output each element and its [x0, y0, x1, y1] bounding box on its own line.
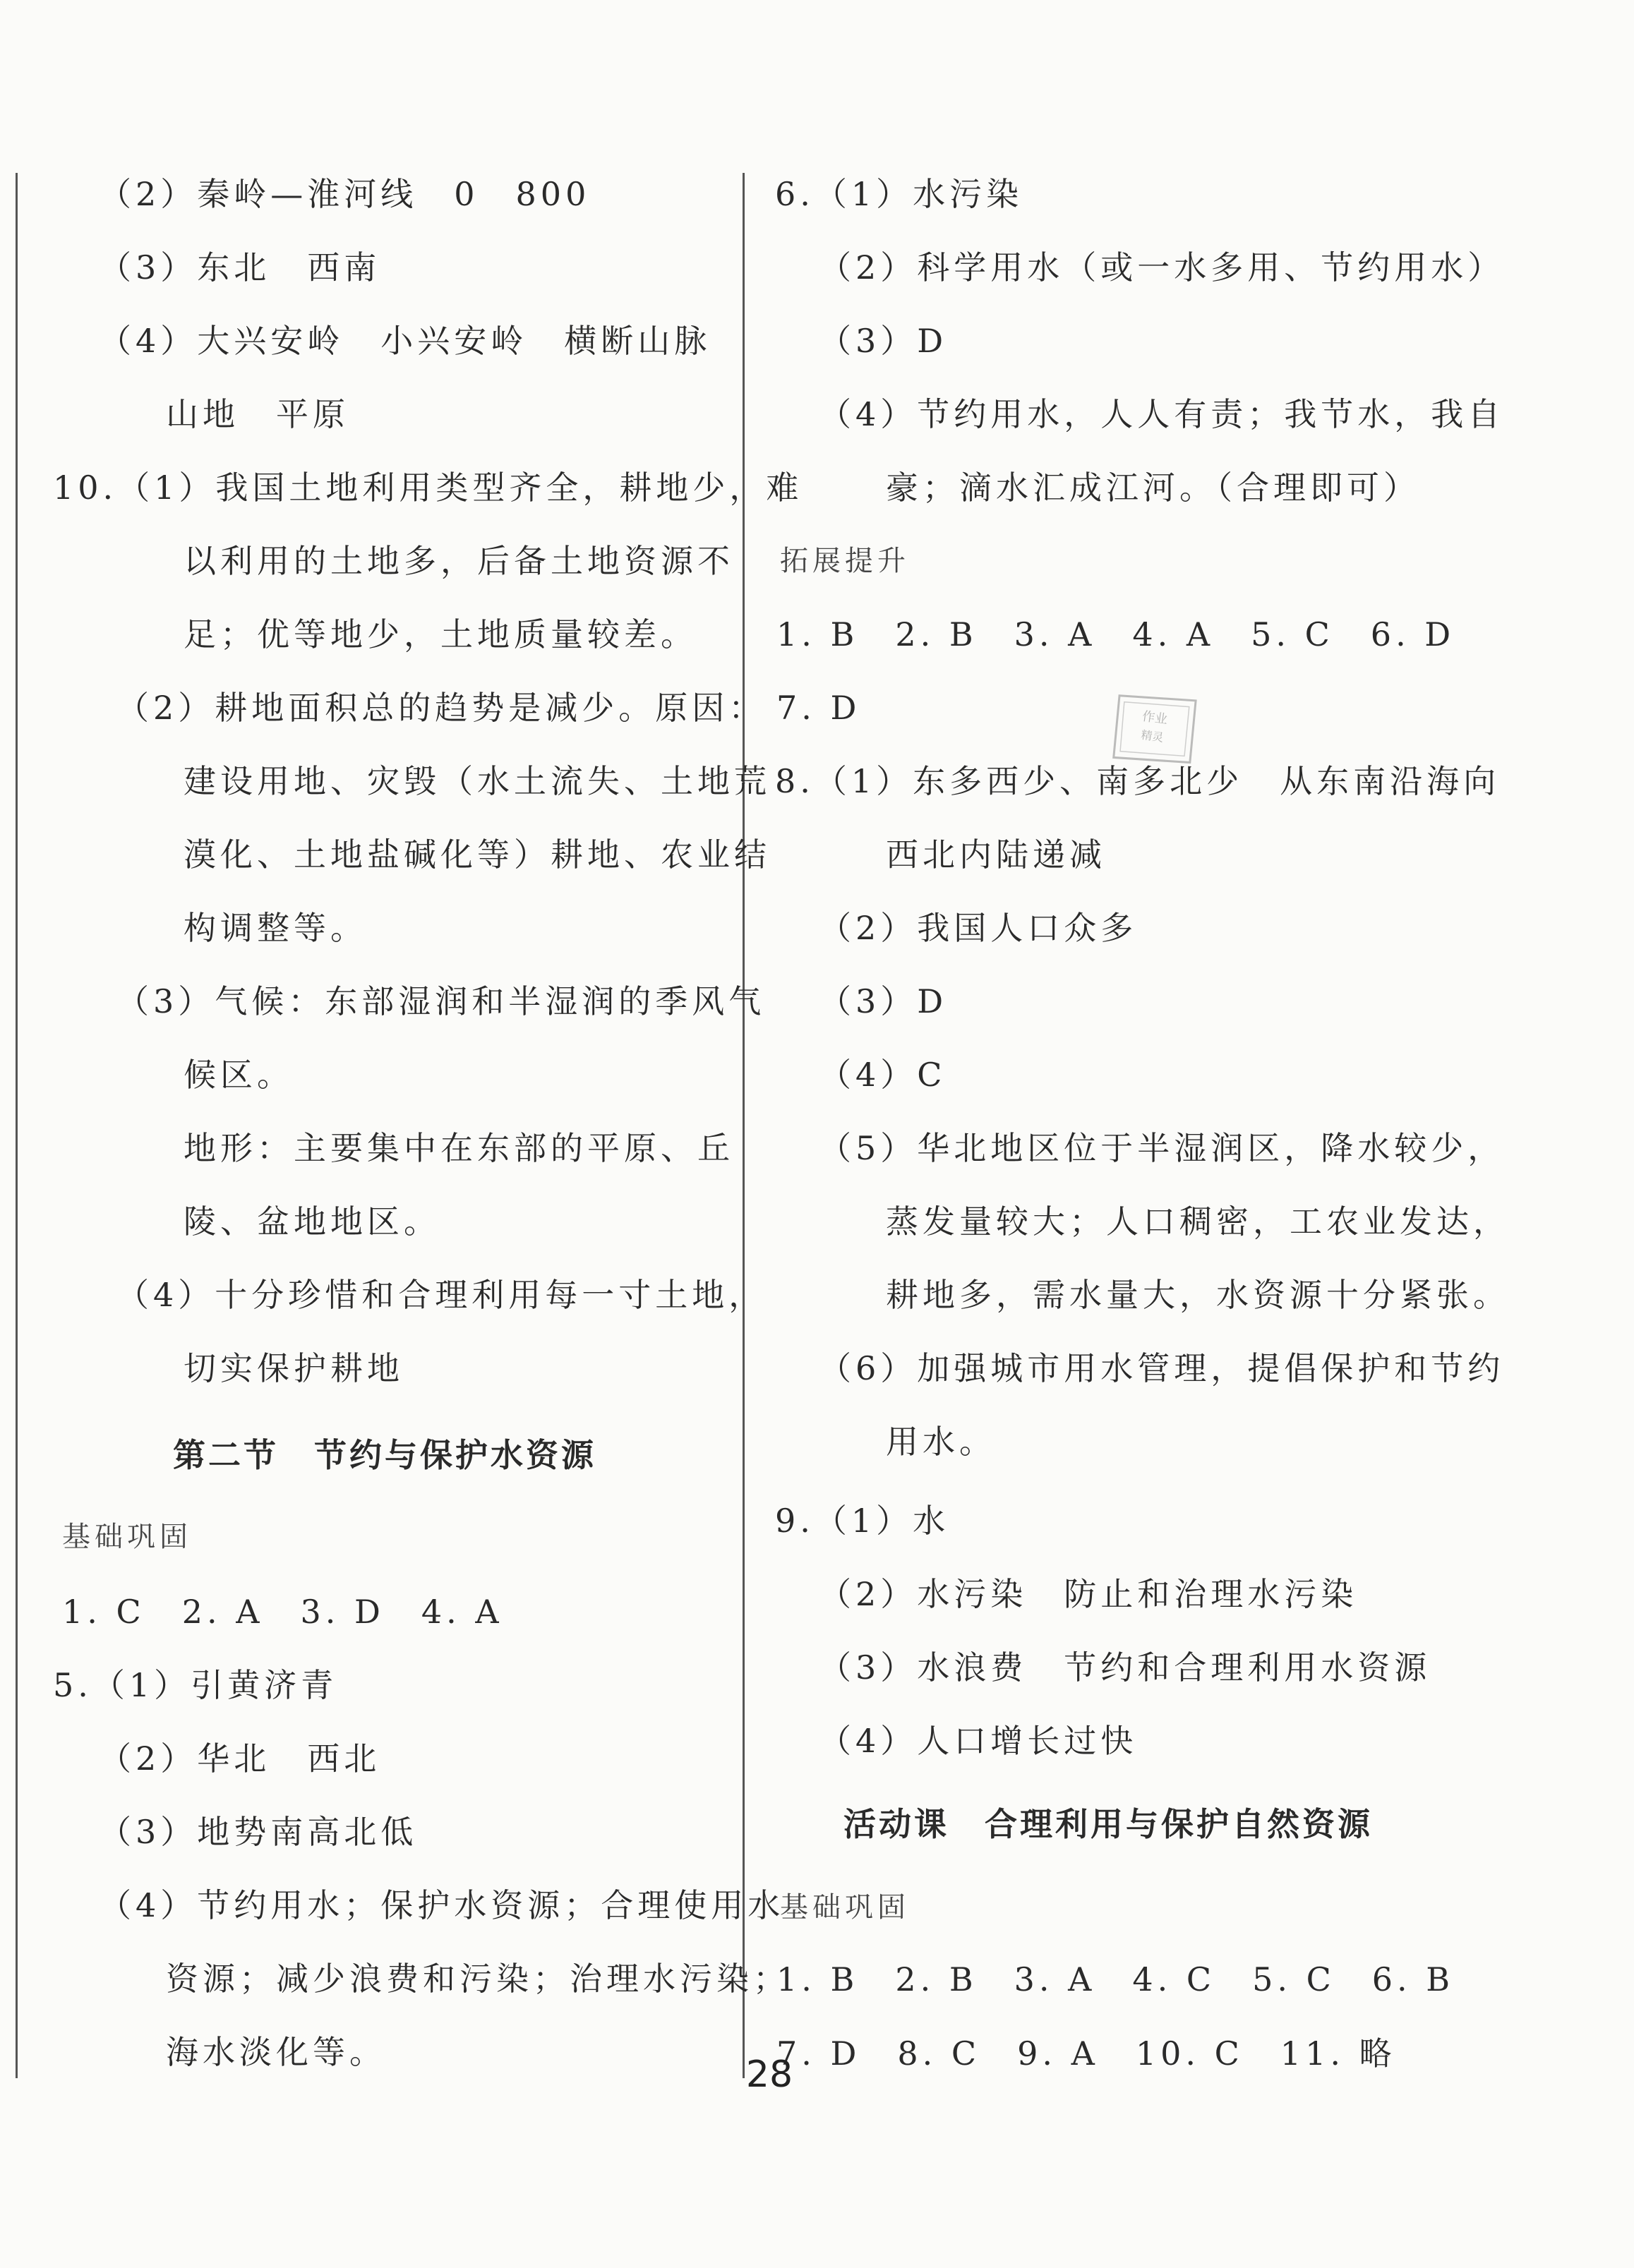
- answer-line: （2）华北 西北: [99, 1739, 381, 1778]
- answer-line: 豪；滴水汇成江河。（合理即可）: [886, 469, 1420, 507]
- answer-line: （5）华北地区位于半湿润区，降水较少，: [819, 1129, 1505, 1167]
- answer-line: 7. D: [776, 689, 861, 727]
- subsection-label: 基础巩固: [780, 1891, 910, 1924]
- answer-line: （3）气候：东部湿润和半湿润的季风气: [116, 982, 766, 1020]
- answer-line: 切实保护耕地: [184, 1349, 404, 1387]
- answer-line: 候区。: [184, 1056, 294, 1094]
- answer-line: （4）C: [819, 1056, 947, 1094]
- answer-line: （2）耕地面积总的趋势是减少。原因：: [116, 689, 766, 727]
- answer-line: 蒸发量较大；人口稠密，工农业发达，: [886, 1202, 1510, 1241]
- answer-line: 足；优等地少，土地质量较差。: [184, 615, 697, 653]
- answer-line: （2）秦岭—淮河线 0 800: [99, 175, 591, 213]
- answer-line: 资源；减少浪费和污染；治理水污染；: [166, 1960, 790, 1998]
- answer-line: 漠化、土地盐碱化等）耕地、农业结: [184, 836, 771, 874]
- column-divider: [743, 173, 745, 2078]
- answer-line: （2）我国人口众多: [819, 909, 1138, 947]
- watermark-stamp: [1103, 682, 1206, 776]
- answer-line: （3）D: [819, 982, 948, 1020]
- answer-line: （2）科学用水（或一水多用、节约用水）: [819, 248, 1505, 286]
- answer-line: 10.（1）我国土地利用类型齐全，耕地少，难: [53, 469, 803, 507]
- answer-line: 以利用的土地多，后备土地资源不: [184, 542, 734, 580]
- answer-line: （3）水浪费 节约和合理利用水资源: [819, 1648, 1431, 1687]
- answer-line: 海水淡化等。: [166, 2033, 386, 2071]
- subsection-label: 基础巩固: [62, 1521, 192, 1553]
- answer-line: 1. C 2. A 3. D 4. A: [62, 1593, 503, 1631]
- answer-line: 地形：主要集中在东部的平原、丘: [184, 1129, 734, 1167]
- page-number: 28: [745, 2053, 793, 2096]
- answer-line: （4）十分珍惜和合理利用每一寸土地，: [116, 1276, 766, 1314]
- answer-line: 8.（1）东多西少、南多北少 从东南沿海向: [775, 762, 1501, 800]
- answer-line: （3）D: [819, 322, 948, 360]
- subsection-label: 拓展提升: [780, 545, 910, 577]
- answer-line: 1. B 2. B 3. A 4. C 5. C 6. B: [776, 1960, 1455, 1998]
- answer-line: 西北内陆递减: [886, 836, 1106, 874]
- answer-line: （4）节约用水；保护水资源；合理使用水: [99, 1886, 785, 1924]
- answer-line: 9.（1）水: [775, 1502, 950, 1540]
- answer-line: （4）大兴安岭 小兴安岭 横断山脉: [99, 322, 711, 360]
- answer-line: 5.（1）引黄济青: [53, 1666, 338, 1704]
- stamp-text-2: 精灵: [1140, 728, 1165, 744]
- answer-line: （4）节约用水，人人有责；我节水，我自: [819, 395, 1505, 433]
- answer-line: 7. D 8. C 9. A 10. C 11. 略: [776, 2034, 1396, 2073]
- answer-line: 构调整等。: [184, 909, 367, 947]
- answer-line: （4）人口增长过快: [819, 1722, 1138, 1760]
- answer-line: （6）加强城市用水管理，提倡保护和节约: [819, 1349, 1505, 1387]
- answer-line: 耕地多，需水量大，水资源十分紧张。: [886, 1276, 1510, 1314]
- answer-line: 山地 平原: [166, 395, 349, 433]
- answer-line: 陵、盆地地区。: [184, 1202, 440, 1241]
- answer-line: （3）东北 西南: [99, 248, 381, 286]
- stamp-text-1: 作业: [1141, 708, 1169, 728]
- answer-line: 用水。: [886, 1423, 996, 1461]
- left-margin-rule: [16, 173, 18, 2078]
- stamp-icon: [1103, 682, 1206, 776]
- answer-line: 6.（1）水污染: [775, 175, 1023, 213]
- section-title: 第二节 节约与保护水资源: [173, 1436, 596, 1474]
- answer-line: （3）地势南高北低: [99, 1813, 418, 1851]
- answer-line: （2）水污染 防止和治理水污染: [819, 1575, 1358, 1613]
- answer-line: 建设用地、灾毁（水土流失、土地荒: [184, 762, 771, 800]
- answer-line: 1. B 2. B 3. A 4. A 5. C 6. D: [776, 615, 1455, 653]
- section-title: 活动课 合理利用与保护自然资源: [843, 1805, 1373, 1843]
